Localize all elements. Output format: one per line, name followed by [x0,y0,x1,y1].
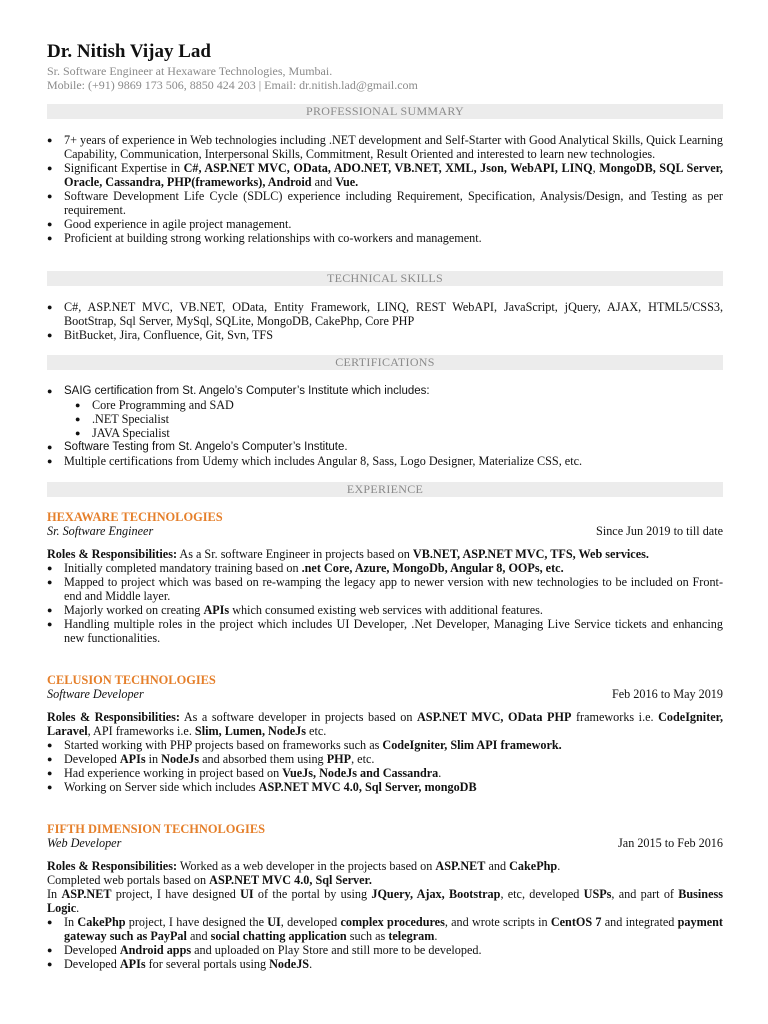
job-bullet [47,561,723,575]
bold-text: CodeIgniter, Slim API framework. [382,738,562,752]
text-run: JAVA Specialist [92,426,170,440]
text-run: in [145,752,162,766]
job-dates: Since Jun 2019 to till date [596,524,723,538]
bold-text: Android apps [119,943,192,957]
text-run: BitBucket, Jira, Confluence, Git, Svn, TFS [64,328,273,342]
job-bullet [47,943,723,957]
certifications-list-continued [47,440,723,468]
section-experience: EXPERIENCE [47,482,723,497]
text-run: Started working with PHP projects based on frameworks such as [64,738,383,752]
text-run: As a Sr. software Engineer in projects based on [177,547,413,561]
text-run: As a software developer in projects based on [179,710,417,724]
bold-text: APIs [119,957,146,971]
saig-sub-item [75,398,723,412]
job-bullets [47,561,723,645]
bold-text: telegram [388,929,435,943]
text-run: Proficient at building strong working relationships with co-workers and management. [64,231,482,245]
role-row [47,524,723,538]
job-hexaware [47,510,723,645]
bold-text: UI [240,887,254,901]
bold-text: C#, ASP.NET MVC, OData, ADO.NET, VB.NET, XML, Json, WebAPI, LINQ [183,161,593,175]
text-run: and uploaded on Play Store and still more to be developed. [191,943,482,957]
job-bullet [47,766,723,780]
bold-text: NodeJS [269,957,310,971]
skill-item [47,300,723,328]
text-run: Developed [64,943,120,957]
text-run: In [64,915,78,929]
text-run: and [311,175,336,189]
text-run: 7+ years of experience in Web technologies including .NET development and Self-Starter with Good Analytical Skills, Quick Learning Capability, Communication, Interpersonal Skills, Commitment, Result Oriented and interested to learn new technologies. [64,133,723,161]
text-run: and integrated [601,915,678,929]
job-bullet [47,780,723,794]
text-run: Handling multiple roles in the project which includes UI Developer, .Net Developer, Managing Live Service tickets and enhancing new functionalities. [64,617,723,645]
roles-responsibilities [47,547,723,561]
job-bullet [47,738,723,752]
bold-text: ASP.NET MVC 4.0, Sql Server, mongoDB [258,780,477,794]
bold-text: CentOS 7 [550,915,602,929]
text-run: , and part of [611,887,679,901]
roles-responsibilities [47,710,723,738]
text-run: frameworks i.e. [571,710,659,724]
bold-text: NodeJs [161,752,200,766]
saig-sub-item [75,412,723,426]
bold-text: ASP.NET [435,859,486,873]
bold-text: CodeIgniter, Laravel [47,710,723,738]
text-run: In [47,887,62,901]
title-line: Sr. Software Engineer at Hexaware Technologies, Mumbai. [47,64,333,78]
role-row [47,836,723,850]
job-paragraph [47,873,723,887]
certifications-block [47,384,723,468]
certifications-list [47,384,723,398]
job-role: Sr. Software Engineer [47,524,154,538]
bold-text: ASP.NET MVC 4.0, Sql Server. [209,873,372,887]
summary-list [47,133,723,245]
bold-text: MongoDB, SQL Server, Oracle, Cassandra, PHP(frameworks), Android [64,161,723,189]
text-run: Developed [64,752,120,766]
text-run: Mapped to project which was based on re-wamping the legacy app to newer version with new technologies to be included on Front-end and Middle layer. [64,575,723,603]
job-dates: Feb 2016 to May 2019 [611,687,723,701]
company-name: HEXAWARE TECHNOLOGIES [47,510,223,524]
text-run: Had experience working in project based on [64,766,283,780]
job-dates: Jan 2015 to Feb 2016 [618,836,723,850]
text-run: project, I have designed [111,887,241,901]
text-run: Working on Server side which includes [64,780,259,794]
job-bullet [47,915,723,943]
text-run: . [557,859,561,873]
text-run: Completed web portals based on [47,873,210,887]
bold-text: Roles & Responsibilities: [47,859,178,873]
text-run: and [485,859,510,873]
job-bullet [47,957,723,971]
cert-saig: ● SAIG certification from St. Angelo’s Computer’s Institute which includes: [47,384,723,398]
summary-item [47,217,723,231]
text-run: Developed [64,957,120,971]
text-run: which consumed existing web services with additional features. [229,603,543,617]
job-role: Web Developer [47,836,122,850]
bold-text: JQuery, Ajax, Bootstrap [371,887,501,901]
text-run: , etc. [351,752,375,766]
skill-item [47,328,723,342]
text-run: . [434,929,438,943]
job-bullets [47,915,723,971]
bold-text: .net Core, Azure, MongoDb, Angular 8, OOPs, etc. [301,561,564,575]
job-bullets [47,738,723,794]
job-bullet [47,575,723,603]
text-run: etc. [305,724,327,738]
bold-text: Roles & Responsibilities: [47,547,178,561]
bold-text: UI [267,915,281,929]
cert-udemy: ● Multiple certifications from Udemy which includes Angular 8, Sass, Logo Designer, Materialize CSS, etc. [47,454,723,468]
job-bullet [47,752,723,766]
resume-header [47,40,723,92]
bold-text: VueJs, NodeJs and Cassandra [282,766,439,780]
summary-item [47,161,723,189]
candidate-name: Dr. Nitish Vijay Lad [47,41,211,62]
saig-sub-item [75,426,723,440]
text-run: Software Development Life Cycle (SDLC) experience including Requirement, Specification, Analysis/Design, and Testing as per requirement. [64,189,723,217]
bold-text: Slim, Lumen, NodeJs [194,724,306,738]
text-run: .NET Specialist [92,412,169,426]
bold-text: VB.NET, ASP.NET MVC, TFS, Web services. [412,547,649,561]
text-run: , developed [280,915,341,929]
summary-item [47,133,723,161]
bold-text: payment gateway such as PayPal [64,915,723,943]
summary-item [47,189,723,217]
text-run: Majorly worked on creating [64,603,204,617]
cert-testing: ● Software Testing from St. Angelo’s Computer’s Institute. [47,440,723,454]
bold-text: Vue. [335,175,359,189]
summary-item [47,231,723,245]
bold-text: complex procedures [340,915,445,929]
section-technical-skills: TECHNICAL SKILLS [47,271,723,286]
saig-sub-list [47,398,723,440]
job-bullet [47,617,723,645]
text-run: Worked as a web developer in the projects based on [177,859,436,873]
job-fifth-dimension [47,822,723,971]
text-run: , and wrote scripts in [444,915,551,929]
text-run: Significant Expertise in [64,161,184,175]
text-run: for several portals using [145,957,270,971]
bold-text: APIs [119,752,146,766]
roles-responsibilities [47,859,723,873]
text-run: , etc, developed [500,887,584,901]
job-celusion [47,673,723,794]
text-run: of the portal by using [253,887,372,901]
text-run: and absorbed them using [199,752,327,766]
bold-text: USPs [583,887,612,901]
bold-text: ASP.NET MVC, OData PHP [417,710,572,724]
text-run: project, I have designed the [125,915,268,929]
bold-text: CakePhp [77,915,126,929]
text-run: , [592,161,600,175]
bold-text: PHP [326,752,352,766]
text-run: Good experience in agile project management. [64,217,292,231]
text-run: . [438,766,442,780]
section-professional-summary: PROFESSIONAL SUMMARY [47,104,723,119]
bold-text: social chatting application [210,929,347,943]
skills-list [47,300,723,342]
text-run: such as [346,929,389,943]
bold-text: Business Logic [47,887,723,915]
text-run: C#, ASP.NET MVC, VB.NET, OData, Entity Framework, LINQ, REST WebAPI, JavaScript, jQuery, AJAX, HTML5/CSS3, BootStrap, Sql Server, MySql, SQLite, MongoDB, CakePhp, Core PHP [64,300,723,328]
text-run: and [186,929,211,943]
text-run: Core Programming and SAD [92,398,234,412]
text-run: . [76,901,80,915]
company-name: FIFTH DIMENSION TECHNOLOGIES [47,822,266,836]
job-role: Software Developer [47,687,144,701]
contact-line: Mobile: (+91) 9869 173 506, 8850 424 203 | Email: dr.nitish.lad@gmail.com [47,78,418,92]
company-name: CELUSION TECHNOLOGIES [47,673,216,687]
role-row [47,687,723,701]
job-paragraph [47,887,723,915]
bold-text: Roles & Responsibilities: [47,710,180,724]
text-run: , API frameworks i.e. [87,724,195,738]
text-run: . [309,957,313,971]
bold-text: CakePhp [509,859,558,873]
bold-text: APIs [203,603,230,617]
bold-text: ASP.NET [61,887,112,901]
job-bullet [47,603,723,617]
section-certifications: CERTIFICATIONS [47,355,723,370]
text-run: Initially completed mandatory training based on [64,561,302,575]
